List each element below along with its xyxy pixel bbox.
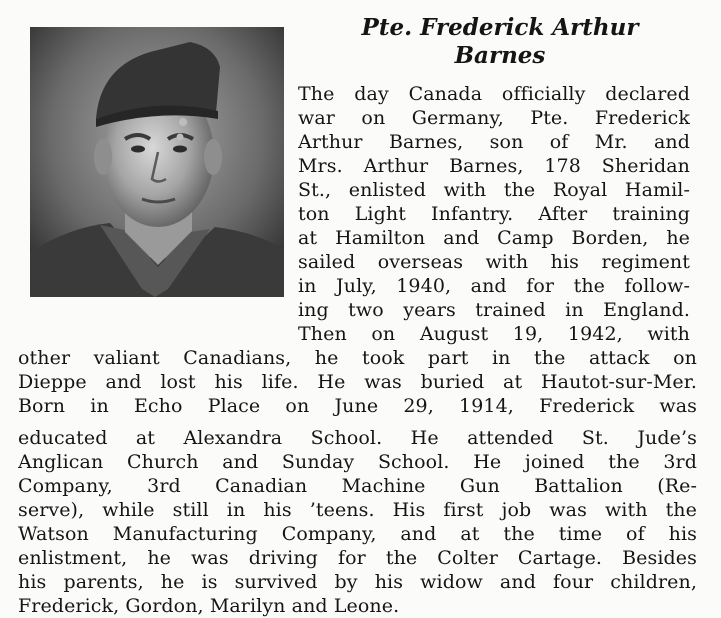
body-line: serve), while still in his ’teens. His first job was with the xyxy=(18,499,697,521)
portrait-photo xyxy=(30,27,284,297)
body-line: educated at Alexandra School. He attended St. Jude’s xyxy=(18,427,697,449)
body-line: Then on August 19, 1942, with xyxy=(298,323,690,345)
body-line: Company, 3rd Canadian Machine Gun Battalion (Re- xyxy=(18,475,697,497)
body-line: Mrs. Arthur Barnes, 178 Sheridan xyxy=(298,155,690,177)
article-title-line-1: Pte. Frederick Arthur xyxy=(361,14,639,41)
body-line: in July, 1940, and for the follow- xyxy=(298,275,690,297)
body-line: Dieppe and lost his life. He was buried at Hautot-sur-Mer. xyxy=(18,371,697,393)
body-line: ton Light Infantry. After training xyxy=(298,203,690,225)
body-line: Anglican Church and Sunday School. He joined the 3rd xyxy=(18,451,697,473)
article-title-line-2: Barnes xyxy=(454,42,546,69)
body-line: war on Germany, Pte. Frederick xyxy=(298,107,690,129)
body-line: his parents, he is survived by his widow and four children, xyxy=(18,571,697,593)
body-line: Born in Echo Place on June 29, 1914, Frederick was xyxy=(18,395,697,417)
body-line: other valiant Canadians, he took part in the attack on xyxy=(18,347,697,369)
body-line: ing two years trained in England. xyxy=(298,299,690,321)
body-line: enlistment, he was driving for the Colter Cartage. Besides xyxy=(18,547,697,569)
body-line: at Hamilton and Camp Borden, he xyxy=(298,227,690,249)
body-line: St., enlisted with the Royal Hamil- xyxy=(298,179,690,201)
body-line: The day Canada officially declared xyxy=(298,83,690,105)
body-line: Arthur Barnes, son of Mr. and xyxy=(298,131,690,153)
body-line-last: Frederick, Gordon, Marilyn and Leone. xyxy=(18,595,400,617)
soldier-portrait-image xyxy=(30,27,284,297)
body-line: Watson Manufacturing Company, and at the time of his xyxy=(18,523,697,545)
body-line: sailed overseas with his regiment xyxy=(298,251,690,273)
